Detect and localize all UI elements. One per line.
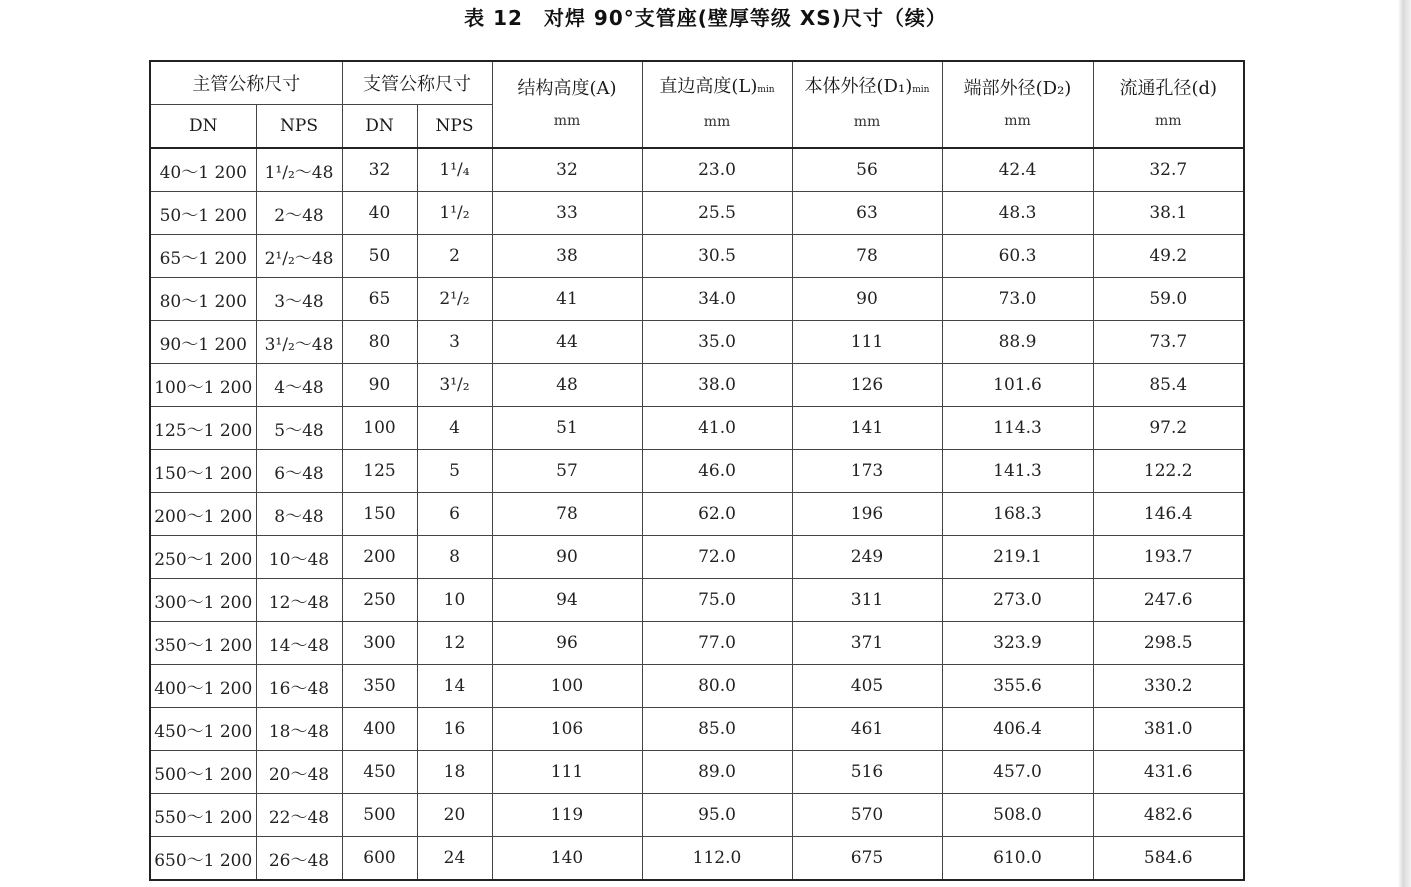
header-height-a xyxy=(492,61,642,148)
header-branch-dn: DN xyxy=(342,105,417,149)
cell-straight-l: 30.5 xyxy=(642,235,792,278)
cell-body-d1: 516 xyxy=(792,751,942,794)
header-bore-d-label: 流通孔径(d) xyxy=(1119,77,1218,99)
cell-main-nps: 10～48 xyxy=(256,536,342,579)
cell-bore-d: 97.2 xyxy=(1093,407,1244,450)
cell-main-nps: 14～48 xyxy=(256,622,342,665)
cell-main-dn: 200～1 200 xyxy=(150,493,256,536)
header-main-pipe: 主管公称尺寸 xyxy=(150,61,342,105)
cell-branch-nps: 2 xyxy=(417,235,492,278)
table-row xyxy=(150,450,1244,493)
header-straight-l-label xyxy=(643,76,792,101)
cell-bore-d: 38.1 xyxy=(1093,192,1244,235)
cell-end-d2: 355.6 xyxy=(942,665,1093,708)
cell-main-nps: 1¹/₂～48 xyxy=(256,148,342,192)
cell-body-d1: 311 xyxy=(792,579,942,622)
cell-branch-nps: 20 xyxy=(417,794,492,837)
cell-branch-dn: 150 xyxy=(342,493,417,536)
cell-bore-d: 431.6 xyxy=(1093,751,1244,794)
cell-end-d2: 168.3 xyxy=(942,493,1093,536)
table-body xyxy=(150,148,1244,880)
cell-straight-l: 25.5 xyxy=(642,192,792,235)
cell-end-d2: 101.6 xyxy=(942,364,1093,407)
cell-body-d1: 141 xyxy=(792,407,942,450)
cell-main-nps: 3¹/₂～48 xyxy=(256,321,342,364)
cell-main-dn: 100～1 200 xyxy=(150,364,256,407)
cell-height-a: 51 xyxy=(492,407,642,450)
cell-branch-dn: 100 xyxy=(342,407,417,450)
cell-main-dn: 125～1 200 xyxy=(150,407,256,450)
cell-end-d2: 48.3 xyxy=(942,192,1093,235)
cell-height-a: 38 xyxy=(492,235,642,278)
header-main-dn: DN xyxy=(150,105,256,149)
cell-branch-dn: 200 xyxy=(342,536,417,579)
cell-branch-nps: 4 xyxy=(417,407,492,450)
cell-body-d1: 196 xyxy=(792,493,942,536)
cell-body-d1: 90 xyxy=(792,278,942,321)
table-title: 表 12 对焊 90°支管座(壁厚等级 XS)尺寸（续） xyxy=(464,6,947,30)
cell-main-dn: 40～1 200 xyxy=(150,148,256,192)
cell-main-nps: 2～48 xyxy=(256,192,342,235)
cell-straight-l: 38.0 xyxy=(642,364,792,407)
header-body-d1 xyxy=(792,61,942,148)
cell-end-d2: 114.3 xyxy=(942,407,1093,450)
cell-main-nps: 16～48 xyxy=(256,665,342,708)
table-row xyxy=(150,665,1244,708)
cell-bore-d: 146.4 xyxy=(1093,493,1244,536)
cell-body-d1: 461 xyxy=(792,708,942,751)
table-row xyxy=(150,579,1244,622)
cell-height-a: 41 xyxy=(492,278,642,321)
cell-branch-dn: 80 xyxy=(342,321,417,364)
cell-main-nps: 6～48 xyxy=(256,450,342,493)
cell-main-dn: 650～1 200 xyxy=(150,837,256,881)
header-branch-nps: NPS xyxy=(417,105,492,149)
cell-bore-d: 381.0 xyxy=(1093,708,1244,751)
table-row xyxy=(150,837,1244,881)
cell-body-d1: 570 xyxy=(792,794,942,837)
table-row xyxy=(150,364,1244,407)
table-row xyxy=(150,536,1244,579)
cell-branch-dn: 350 xyxy=(342,665,417,708)
cell-body-d1: 111 xyxy=(792,321,942,364)
cell-bore-d: 49.2 xyxy=(1093,235,1244,278)
cell-height-a: 48 xyxy=(492,364,642,407)
cell-body-d1: 126 xyxy=(792,364,942,407)
cell-height-a: 119 xyxy=(492,794,642,837)
cell-body-d1: 173 xyxy=(792,450,942,493)
cell-body-d1: 56 xyxy=(792,148,942,192)
cell-straight-l: 72.0 xyxy=(642,536,792,579)
cell-branch-dn: 125 xyxy=(342,450,417,493)
cell-end-d2: 610.0 xyxy=(942,837,1093,881)
table-row xyxy=(150,407,1244,450)
cell-bore-d: 32.7 xyxy=(1093,148,1244,192)
cell-main-dn: 90～1 200 xyxy=(150,321,256,364)
cell-bore-d: 330.2 xyxy=(1093,665,1244,708)
cell-main-nps: 2¹/₂～48 xyxy=(256,235,342,278)
cell-straight-l: 112.0 xyxy=(642,837,792,881)
cell-branch-dn: 600 xyxy=(342,837,417,881)
header-straight-l-text: 直边高度(L) xyxy=(659,76,758,97)
cell-height-a: 96 xyxy=(492,622,642,665)
cell-branch-dn: 90 xyxy=(342,364,417,407)
header-branch-pipe: 支管公称尺寸 xyxy=(342,61,492,105)
cell-height-a: 94 xyxy=(492,579,642,622)
cell-branch-nps: 6 xyxy=(417,493,492,536)
cell-branch-nps: 2¹/₂ xyxy=(417,278,492,321)
table-row xyxy=(150,235,1244,278)
cell-height-a: 140 xyxy=(492,837,642,881)
cell-end-d2: 60.3 xyxy=(942,235,1093,278)
cell-main-nps: 22～48 xyxy=(256,794,342,837)
cell-main-dn: 250～1 200 xyxy=(150,536,256,579)
cell-body-d1: 371 xyxy=(792,622,942,665)
cell-branch-nps: 12 xyxy=(417,622,492,665)
table-row xyxy=(150,148,1244,192)
cell-branch-nps: 1¹/₂ xyxy=(417,192,492,235)
cell-height-a: 90 xyxy=(492,536,642,579)
cell-main-dn: 400～1 200 xyxy=(150,665,256,708)
cell-height-a: 32 xyxy=(492,148,642,192)
header-row-top xyxy=(150,61,1244,105)
table-row xyxy=(150,708,1244,751)
header-main-nps: NPS xyxy=(256,105,342,149)
dimension-table xyxy=(149,60,1245,881)
cell-branch-dn: 500 xyxy=(342,794,417,837)
cell-bore-d: 482.6 xyxy=(1093,794,1244,837)
cell-main-dn: 350～1 200 xyxy=(150,622,256,665)
cell-height-a: 33 xyxy=(492,192,642,235)
cell-straight-l: 75.0 xyxy=(642,579,792,622)
cell-end-d2: 141.3 xyxy=(942,450,1093,493)
cell-branch-dn: 250 xyxy=(342,579,417,622)
cell-branch-dn: 32 xyxy=(342,148,417,192)
cell-branch-dn: 65 xyxy=(342,278,417,321)
cell-branch-nps: 1¹/₄ xyxy=(417,148,492,192)
cell-straight-l: 34.0 xyxy=(642,278,792,321)
cell-main-dn: 450～1 200 xyxy=(150,708,256,751)
table-row xyxy=(150,321,1244,364)
cell-straight-l: 77.0 xyxy=(642,622,792,665)
cell-bore-d: 59.0 xyxy=(1093,278,1244,321)
cell-branch-nps: 5 xyxy=(417,450,492,493)
cell-bore-d: 584.6 xyxy=(1093,837,1244,881)
table-row xyxy=(150,278,1244,321)
cell-branch-nps: 3¹/₂ xyxy=(417,364,492,407)
cell-branch-dn: 450 xyxy=(342,751,417,794)
header-straight-l-unit: mm xyxy=(703,114,731,130)
header-end-d2-label: 端部外径(D₂) xyxy=(963,77,1072,99)
page-edge-shadow xyxy=(1398,0,1411,887)
cell-main-dn: 80～1 200 xyxy=(150,278,256,321)
cell-main-nps: 20～48 xyxy=(256,751,342,794)
cell-end-d2: 88.9 xyxy=(942,321,1093,364)
cell-straight-l: 95.0 xyxy=(642,794,792,837)
cell-straight-l: 62.0 xyxy=(642,493,792,536)
cell-body-d1: 63 xyxy=(792,192,942,235)
cell-end-d2: 406.4 xyxy=(942,708,1093,751)
cell-branch-nps: 18 xyxy=(417,751,492,794)
table-row xyxy=(150,751,1244,794)
cell-branch-nps: 3 xyxy=(417,321,492,364)
cell-main-nps: 3～48 xyxy=(256,278,342,321)
cell-main-nps: 5～48 xyxy=(256,407,342,450)
cell-main-nps: 12～48 xyxy=(256,579,342,622)
cell-body-d1: 249 xyxy=(792,536,942,579)
cell-straight-l: 80.0 xyxy=(642,665,792,708)
cell-branch-nps: 10 xyxy=(417,579,492,622)
cell-bore-d: 298.5 xyxy=(1093,622,1244,665)
cell-main-dn: 550～1 200 xyxy=(150,794,256,837)
cell-end-d2: 323.9 xyxy=(942,622,1093,665)
cell-branch-dn: 400 xyxy=(342,708,417,751)
cell-bore-d: 193.7 xyxy=(1093,536,1244,579)
cell-main-dn: 65～1 200 xyxy=(150,235,256,278)
cell-bore-d: 247.6 xyxy=(1093,579,1244,622)
cell-end-d2: 273.0 xyxy=(942,579,1093,622)
cell-end-d2: 42.4 xyxy=(942,148,1093,192)
cell-end-d2: 457.0 xyxy=(942,751,1093,794)
cell-height-a: 111 xyxy=(492,751,642,794)
cell-straight-l: 35.0 xyxy=(642,321,792,364)
header-body-d1-min: min xyxy=(912,85,930,95)
header-bore-d xyxy=(1093,61,1244,148)
cell-end-d2: 508.0 xyxy=(942,794,1093,837)
cell-branch-dn: 50 xyxy=(342,235,417,278)
cell-branch-nps: 8 xyxy=(417,536,492,579)
header-height-a-label: 结构高度(A) xyxy=(517,77,617,99)
header-straight-l xyxy=(642,61,792,148)
cell-branch-nps: 16 xyxy=(417,708,492,751)
cell-bore-d: 122.2 xyxy=(1093,450,1244,493)
cell-branch-dn: 300 xyxy=(342,622,417,665)
header-bore-d-unit: mm xyxy=(1154,112,1182,129)
cell-bore-d: 73.7 xyxy=(1093,321,1244,364)
cell-body-d1: 675 xyxy=(792,837,942,881)
cell-end-d2: 219.1 xyxy=(942,536,1093,579)
cell-main-nps: 8～48 xyxy=(256,493,342,536)
cell-body-d1: 405 xyxy=(792,665,942,708)
cell-end-d2: 73.0 xyxy=(942,278,1093,321)
table-row xyxy=(150,794,1244,837)
table-row xyxy=(150,192,1244,235)
header-body-d1-label xyxy=(793,76,942,101)
cell-main-dn: 150～1 200 xyxy=(150,450,256,493)
cell-height-a: 44 xyxy=(492,321,642,364)
cell-bore-d: 85.4 xyxy=(1093,364,1244,407)
cell-height-a: 78 xyxy=(492,493,642,536)
cell-main-dn: 300～1 200 xyxy=(150,579,256,622)
header-body-d1-text: 本体外径(D₁) xyxy=(804,76,913,97)
table-row xyxy=(150,493,1244,536)
header-end-d2-unit: mm xyxy=(1004,112,1031,129)
cell-main-nps: 18～48 xyxy=(256,708,342,751)
header-body-d1-unit: mm xyxy=(853,114,881,130)
cell-height-a: 57 xyxy=(492,450,642,493)
cell-branch-dn: 40 xyxy=(342,192,417,235)
cell-straight-l: 85.0 xyxy=(642,708,792,751)
cell-straight-l: 41.0 xyxy=(642,407,792,450)
cell-branch-nps: 14 xyxy=(417,665,492,708)
header-height-a-unit: mm xyxy=(553,112,581,129)
cell-straight-l: 46.0 xyxy=(642,450,792,493)
cell-main-dn: 50～1 200 xyxy=(150,192,256,235)
header-end-d2 xyxy=(942,61,1093,148)
cell-body-d1: 78 xyxy=(792,235,942,278)
cell-main-dn: 500～1 200 xyxy=(150,751,256,794)
cell-branch-nps: 24 xyxy=(417,837,492,881)
cell-height-a: 100 xyxy=(492,665,642,708)
table-row xyxy=(150,622,1244,665)
cell-straight-l: 23.0 xyxy=(642,148,792,192)
header-straight-l-min: min xyxy=(757,85,775,95)
cell-height-a: 106 xyxy=(492,708,642,751)
cell-straight-l: 89.0 xyxy=(642,751,792,794)
cell-main-nps: 4～48 xyxy=(256,364,342,407)
cell-main-nps: 26～48 xyxy=(256,837,342,881)
